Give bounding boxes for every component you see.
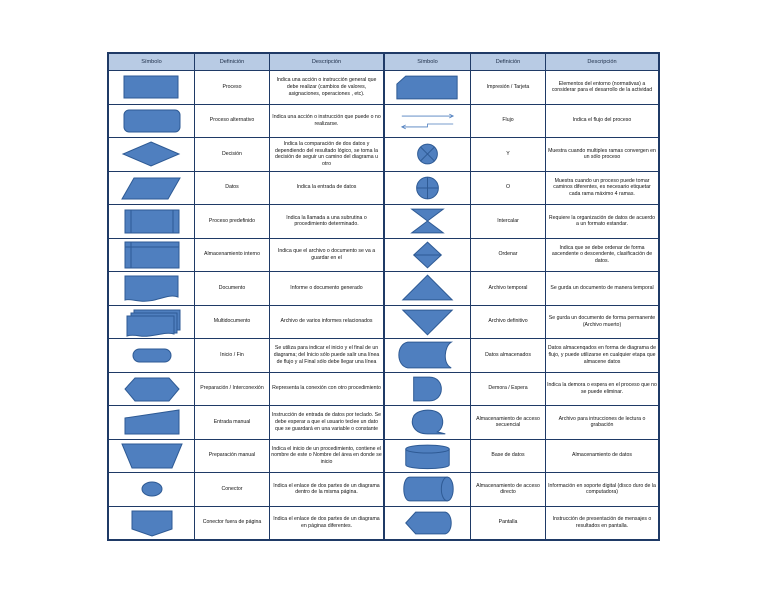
offpage-connector-icon <box>112 507 192 540</box>
table-row <box>109 305 383 339</box>
description-cell: Indica el enlace de dos partes de un diagrama en páginas diferentes. <box>269 507 383 540</box>
table-row <box>385 137 658 171</box>
description-cell: Indica la demora o espera en el proceso que no se puede eliminar. <box>545 373 658 406</box>
symbol-cell <box>109 306 194 339</box>
sequential-storage-icon <box>386 406 469 439</box>
description-cell: Indica una acción o instrucción general que debe realizar (cambios de valores, asignaciones, operaciones , etc). <box>269 71 383 104</box>
symbol-cell <box>109 272 194 305</box>
table-row <box>385 372 658 406</box>
definition-cell: Pantalla <box>470 507 545 540</box>
symbol-cell <box>385 507 470 540</box>
definition-cell: Almacenamiento interno <box>194 239 269 272</box>
table-row <box>109 137 383 171</box>
table-row <box>109 338 383 372</box>
description-cell: Representa la conexión con otro procedimiento <box>269 373 383 406</box>
definition-cell: Documento <box>194 272 269 305</box>
definition-cell: O <box>470 172 545 205</box>
description-cell: Indica el flujo del proceso <box>545 105 658 138</box>
symbol-cell <box>109 138 194 171</box>
definition-cell: Preparación / Interconexión <box>194 373 269 406</box>
table-row <box>109 405 383 439</box>
predefined-process-icon <box>112 205 192 238</box>
description-cell: Indica una acción o instrucción que puede o no realizarse. <box>269 105 383 138</box>
header-description: Descripción <box>269 54 383 70</box>
manual-input-icon <box>112 406 192 439</box>
description-cell: Indica que se debe ordenar de forma ascendente o descendente, clasificación de datos. <box>545 239 658 272</box>
table-row <box>109 506 383 540</box>
table-row <box>109 372 383 406</box>
table-row <box>109 472 383 506</box>
description-cell: Elementos del entorno (normativas) a considerar para el desarrollo de la actividad <box>545 71 658 104</box>
table-row <box>385 70 658 104</box>
definition-cell: Archivo temporal <box>470 272 545 305</box>
diamond-icon <box>112 138 192 171</box>
triangle-up-icon <box>386 272 469 305</box>
database-icon <box>386 440 469 473</box>
description-cell: Informe o documento generado <box>269 272 383 305</box>
description-cell: Indica la llamada a una subrutina o procedimiento determinado. <box>269 205 383 238</box>
sort-icon <box>386 239 469 272</box>
description-cell: Archivo de varios informes relacionados <box>269 306 383 339</box>
description-cell: Almacenamiento de datos <box>545 440 658 473</box>
symbol-cell <box>385 473 470 506</box>
definition-cell: Almacenamiento de acceso secuencial <box>470 406 545 439</box>
header-definition: Definición <box>194 54 269 70</box>
symbol-cell <box>109 205 194 238</box>
table-row <box>385 506 658 540</box>
table-row <box>109 271 383 305</box>
terminator-icon <box>112 339 192 372</box>
symbol-cell <box>109 507 194 540</box>
symbol-cell <box>385 71 470 104</box>
symbol-cell <box>109 440 194 473</box>
description-cell: Información en soporte digital (disco duro de la computadora) <box>545 473 658 506</box>
table-row <box>109 171 383 205</box>
description-cell: Muestra cuando multiples ramas convergen en un sólo proceso <box>545 138 658 171</box>
symbol-cell <box>109 239 194 272</box>
direct-access-storage-icon <box>386 473 469 506</box>
table-row <box>385 171 658 205</box>
definition-cell: Archivo definitivo <box>470 306 545 339</box>
description-cell: Instrucción de presentación de mensajes o resultados en pantalla. <box>545 507 658 540</box>
symbol-cell <box>385 239 470 272</box>
definition-cell: Impresión / Tarjeta <box>470 71 545 104</box>
parallelogram-icon <box>112 172 192 205</box>
summing-junction-icon <box>386 138 469 171</box>
internal-storage-icon <box>112 239 192 272</box>
symbol-cell <box>109 172 194 205</box>
table-row <box>385 238 658 272</box>
definition-cell: Intercalar <box>470 205 545 238</box>
definition-cell: Demora / Espera <box>470 373 545 406</box>
description-cell: Instrucción de entrada de datos por teclado. Se debe esperar a que el usuario teclee un dato que se guardará en una variable o constante <box>269 406 383 439</box>
symbol-cell <box>109 406 194 439</box>
symbol-cell <box>385 406 470 439</box>
triangle-down-icon <box>386 306 469 339</box>
right-table <box>385 54 658 539</box>
table-row <box>109 104 383 138</box>
collate-icon <box>386 205 469 238</box>
definition-cell: Proceso <box>194 71 269 104</box>
description-cell: Indica la comparación de dos datos y dependiendo del resultado lógico, se toma la decisión de seguir un camino del diagrama u otro <box>269 138 383 171</box>
or-junction-icon <box>386 172 469 205</box>
delay-icon <box>386 373 469 406</box>
rounded-rectangle-icon <box>112 105 192 138</box>
definition-cell: Ordenar <box>470 239 545 272</box>
symbol-cell <box>385 205 470 238</box>
flow-arrows-icon <box>386 105 469 138</box>
definition-cell: Inicio / Fin <box>194 339 269 372</box>
table-row <box>385 104 658 138</box>
definition-cell: Flujo <box>470 105 545 138</box>
description-cell: Archivo para intrucciones de lectura o grabación <box>545 406 658 439</box>
process-rectangle-icon <box>112 71 192 104</box>
header-symbol: Símbolo <box>141 58 162 65</box>
table-row <box>109 70 383 104</box>
definition-cell: Conector <box>194 473 269 506</box>
symbol-cell <box>385 272 470 305</box>
symbol-cell <box>385 138 470 171</box>
description-cell: Datos almacenqados en forma de diagrama de flujo, y puede utilizarse en cualquier etapa que almacene datos <box>545 339 658 372</box>
symbol-cell <box>109 71 194 104</box>
definition-cell: Conector fuera de página <box>194 507 269 540</box>
header-symbol: Símbolo <box>417 58 438 65</box>
definition-cell: Proceso alternativo <box>194 105 269 138</box>
symbol-cell <box>109 105 194 138</box>
description-cell: Indica la entrada de datos <box>269 172 383 205</box>
symbol-cell <box>385 373 470 406</box>
table-row <box>385 305 658 339</box>
symbol-cell <box>109 373 194 406</box>
definition-cell: Entrada manual <box>194 406 269 439</box>
symbol-cell <box>109 473 194 506</box>
description-cell: Muestra cuando un proceso puede tomar caminos diferentes, es necesario etiquetar cada rama máximo 4 ramas. <box>545 172 658 205</box>
description-cell: Se gurda un documento de manera temporal <box>545 272 658 305</box>
table-row <box>385 439 658 473</box>
definition-cell: Decisión <box>194 138 269 171</box>
flowchart-symbols-table <box>107 52 660 541</box>
table-row <box>385 405 658 439</box>
connector-icon <box>112 473 192 506</box>
symbol-cell <box>385 172 470 205</box>
multidocument-icon <box>112 306 192 339</box>
definition-cell: Datos <box>194 172 269 205</box>
manual-operation-icon <box>112 440 192 473</box>
header-row <box>385 54 658 70</box>
description-cell: Requiere la organización de datos de acuerdo a un formato estandar. <box>545 205 658 238</box>
table-row <box>109 238 383 272</box>
definition-cell: Proceso predefinido <box>194 205 269 238</box>
display-icon <box>386 507 469 540</box>
header-row <box>109 54 383 70</box>
description-cell: Indica el inicio de un procedimiento, contiene el nombre de este o Nombre del área en donde se inicio <box>269 440 383 473</box>
table-row <box>385 204 658 238</box>
definition-cell: Multidocumento <box>194 306 269 339</box>
description-cell: Se utiliza para indicar el inicio y el final de un diagrama; del Inicio sólo puede salir una línea de flujo y al Final sólo debe llegar una línea <box>269 339 383 372</box>
symbol-cell <box>385 306 470 339</box>
document-icon <box>112 272 192 305</box>
table-row <box>385 338 658 372</box>
description-cell: Indica que el archivo o documento se va a guardar en el <box>269 239 383 272</box>
definition-cell: Datos almacenados <box>470 339 545 372</box>
description-cell: Se gurda un documento de forma permanente (Archivo muerto) <box>545 306 658 339</box>
hexagon-icon <box>112 373 192 406</box>
header-description: Descripción <box>545 54 658 70</box>
definition-cell: Y <box>470 138 545 171</box>
stored-data-icon <box>386 339 469 372</box>
definition-cell: Preparación manual <box>194 440 269 473</box>
card-icon <box>386 71 469 104</box>
description-cell: Indica el enlace de dos partes de un diagrama dentro de la misma página. <box>269 473 383 506</box>
table-row <box>385 271 658 305</box>
symbol-cell <box>385 440 470 473</box>
left-table <box>109 54 385 539</box>
table-row <box>109 204 383 238</box>
definition-cell: Base de datos <box>470 440 545 473</box>
table-row <box>109 439 383 473</box>
symbol-cell <box>385 105 470 138</box>
symbol-cell <box>109 339 194 372</box>
header-definition: Definición <box>470 54 545 70</box>
symbol-cell <box>385 339 470 372</box>
table-row <box>385 472 658 506</box>
definition-cell: Almacenamiento de acceso directo <box>470 473 545 506</box>
